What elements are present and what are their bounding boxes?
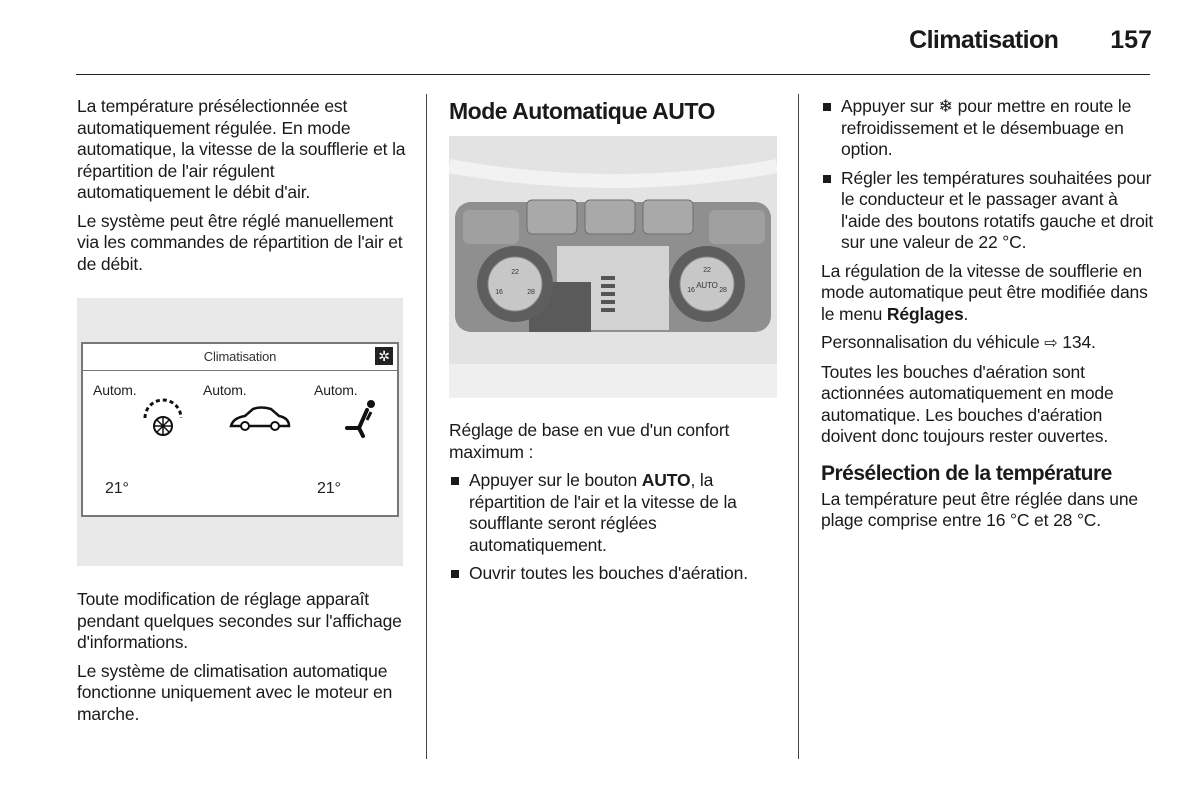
climate-control-panel bbox=[449, 136, 777, 398]
paragraph: La température peut être réglée dans une plage comprise entre 16 °C et 28 °C. bbox=[821, 488, 1138, 530]
bullet-item: Régler les températures souhaitées pour le conducteur et le passager avant à l'aide des boutons rotatifs gauche et droit sur une valeur de 22 °C. bbox=[821, 168, 1155, 254]
bullet-item: Appuyer sur le bouton AUTO, la répartition de l'air et la vitesse de la soufflante seront réglées automatiquement. bbox=[449, 470, 781, 556]
header-rule bbox=[76, 74, 1150, 75]
subsection-heading: Présélection de la température bbox=[821, 461, 1112, 485]
paragraph: La régulation de la vitesse de soufflerie en mode automatique peut être modifiée dans le menu Réglages. bbox=[821, 260, 1148, 324]
bullet-item: Ouvrir toutes les bouches d'aération. bbox=[449, 563, 781, 585]
display-title: Climatisation bbox=[203, 349, 277, 364]
page-number: 157 bbox=[1110, 26, 1152, 54]
climate-panel-photo bbox=[449, 136, 777, 398]
display-title-bar bbox=[83, 344, 397, 371]
knob-left-min: 16 bbox=[495, 289, 503, 296]
paragraph: Personnalisation du véhicule ⇨ 134. bbox=[821, 332, 1096, 352]
auto-button-label: AUTO bbox=[641, 470, 691, 490]
knob-left-max: 28 bbox=[527, 289, 535, 296]
paragraph: Le système de climatisation automatique fonctionne uniquement avec le moteur en marche. bbox=[77, 660, 393, 724]
paragraph: Réglage de base en vue d'un confort maximum : bbox=[449, 420, 730, 462]
arrow-right-outline-icon: ⇨ bbox=[1044, 335, 1058, 352]
bullet-square bbox=[823, 175, 831, 183]
knob-right-top: 22 bbox=[703, 267, 711, 274]
paragraph: La température présélectionnée est automatiquement régulée. En mode automatique, la vitesse de la soufflerie et la répartition de l'air régulent automatiquement le débit d'air. bbox=[77, 96, 406, 202]
paragraph: Toute modification de réglage apparaît pendant quelques secondes sur l'affichage d'informations. bbox=[77, 589, 402, 652]
autom-label-mid: Autom. bbox=[203, 382, 247, 398]
column-2 bbox=[449, 96, 781, 592]
temp-right: 21° bbox=[317, 480, 341, 497]
page-header bbox=[909, 26, 1152, 55]
paragraph: Toutes les bouches d'aération sont actionnées automatiquement en mode automatique. Les bouches d'aération doivent donc toujours rester ouvertes. bbox=[821, 361, 1114, 446]
section-heading: Mode Automatique AUTO bbox=[449, 98, 715, 124]
knob-right-auto: AUTO bbox=[696, 281, 718, 290]
knob-right-min: 16 bbox=[687, 287, 695, 294]
snowflake-icon: ❄ bbox=[938, 96, 953, 116]
bullet-square bbox=[451, 477, 459, 485]
car-airflow-icon bbox=[227, 402, 293, 436]
column-3 bbox=[821, 96, 1155, 539]
column-divider-1 bbox=[426, 94, 427, 759]
column-divider-2 bbox=[798, 94, 799, 759]
fan-speed-icon bbox=[133, 396, 193, 440]
knob-right-max: 28 bbox=[719, 287, 727, 294]
info-display-screen bbox=[81, 342, 399, 517]
paragraph: Le système peut être réglé manuellement via les commandes de répartition de l'air et de débit. bbox=[77, 210, 403, 274]
bullet-square bbox=[823, 103, 831, 111]
page-title: Climatisation bbox=[909, 26, 1059, 54]
column-1 bbox=[77, 96, 409, 732]
seat-airflow-icon bbox=[341, 398, 381, 440]
knob-left-top: 22 bbox=[511, 269, 519, 276]
bullet-square bbox=[451, 570, 459, 578]
display-illustration bbox=[77, 298, 403, 566]
autom-label-left: Autom. bbox=[93, 382, 137, 398]
temp-left: 21° bbox=[105, 480, 129, 497]
autom-label-right: Autom. bbox=[314, 382, 358, 398]
settings-menu-label: Réglages bbox=[886, 303, 964, 324]
gear-icon: ✲ bbox=[375, 347, 393, 365]
bullet-item: Appuyer sur ❄ pour mettre en route le refroidissement et le désembuage en option. bbox=[821, 96, 1155, 161]
